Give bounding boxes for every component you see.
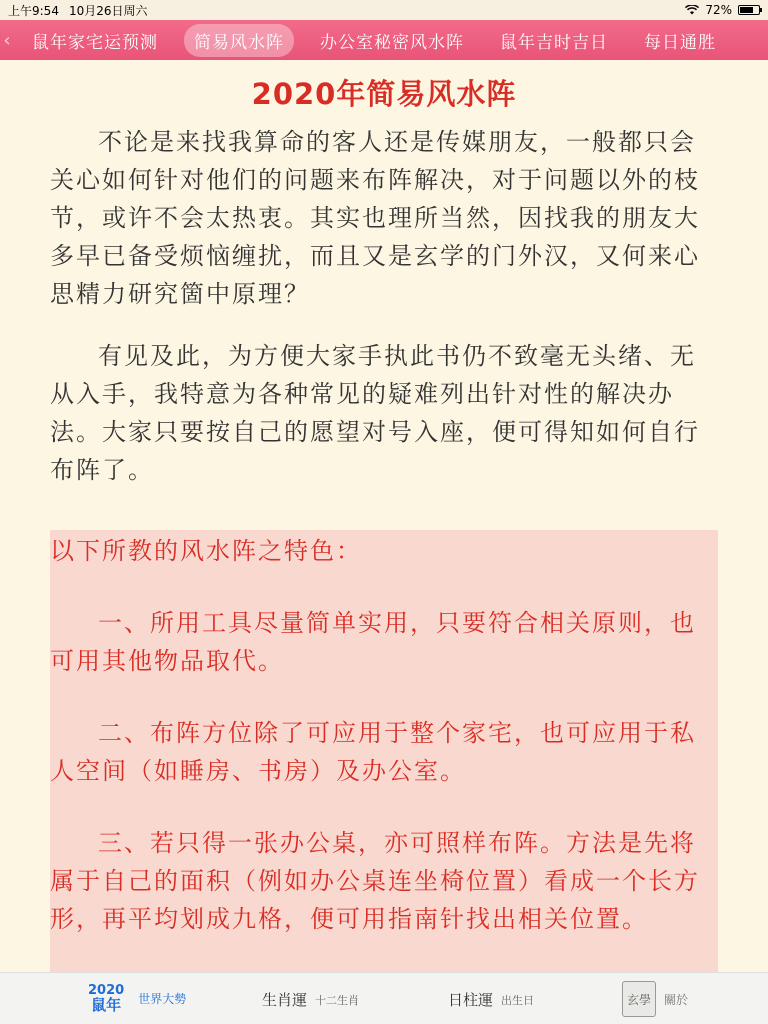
highlight-heading: 以下所教的风水阵之特色： [50,537,362,565]
bottom-tab-daypillar-sub: 出生日 [501,993,535,1007]
tab-auspicious-days[interactable]: 鼠年吉时吉日 [500,32,608,53]
paragraph-second: 有见及此，为方便大家手执此书仍不致毫无头绪、无从入手，我特意为各种常见的疑难列出针对性的解决办法。大家只要按自己的愿望对号入座，便可得知如何自行布阵了。 [50,342,700,484]
highlight-item: 一、所用工具尽量简单实用，只要符合相关原则，也可用其他物品取代。 [50,609,696,675]
wifi-icon [685,5,699,15]
tab-simple-fengshui[interactable]: 简易风水阵 [184,24,294,57]
battery-icon [738,5,760,15]
bottom-tab-zodiac[interactable] [262,989,359,1010]
bottom-tab-daypillar[interactable] [448,989,534,1010]
paragraph-intro: 不论是来找我算命的客人还是传媒朋友，一般都只会关心如何针对他们的问题来布阵解决，对于问题以外的枝节，或许不会太热衷。其实也理所当然，因找我的朋友大多早已备受烦恼缠扰，而且又是玄学的门外汉，又何来心思精力研究箇中原理？ [50,128,700,308]
status-date: 10月26日周六 [68,3,148,18]
scroll-left-icon[interactable]: ‹ [3,29,11,51]
tab-daily-almanac[interactable]: 每日通胜 [644,32,716,53]
bottom-tab-bar [0,972,768,1024]
highlight-item: 二、布阵方位除了可应用于整个家宅，也可应用于私人空间（如睡房、书房）及办公室。 [50,719,696,785]
status-time: 上午9:54 [8,3,59,18]
status-bar [0,0,768,20]
article-title: 2020年简易风水阵 [251,77,517,111]
highlight-item: 三、若只得一张办公桌，亦可照样布阵。方法是先将属于自己的面积（例如办公桌连坐椅位置）看成一个长方形，再平均划成九格，便可用指南针找出相关位置。 [50,829,700,933]
article-content[interactable] [0,60,768,972]
bottom-tab-about-label: 關於 [664,992,689,1007]
top-tab-bar [0,20,768,60]
bottom-tab-zodiac-sub: 十二生肖 [315,993,360,1007]
battery-percent: 72% [705,3,732,17]
tab-house-forecast[interactable]: 鼠年家宅运预测 [32,32,158,53]
bottom-tab-world[interactable] [88,983,186,1013]
features-highlight [50,530,718,972]
seal-logo-icon: 玄學 [622,981,656,1017]
bottom-tab-daypillar-label: 日柱運 [448,991,494,1009]
bottom-tab-world-label: 世界大勢 [138,991,187,1006]
bottom-tab-about[interactable] [622,981,688,1017]
tab-office-fengshui[interactable]: 办公室秘密风水阵 [320,32,464,53]
bottom-tab-zodiac-label: 生肖運 [262,991,308,1009]
year-logo: 2020 鼠年 [88,983,125,1014]
